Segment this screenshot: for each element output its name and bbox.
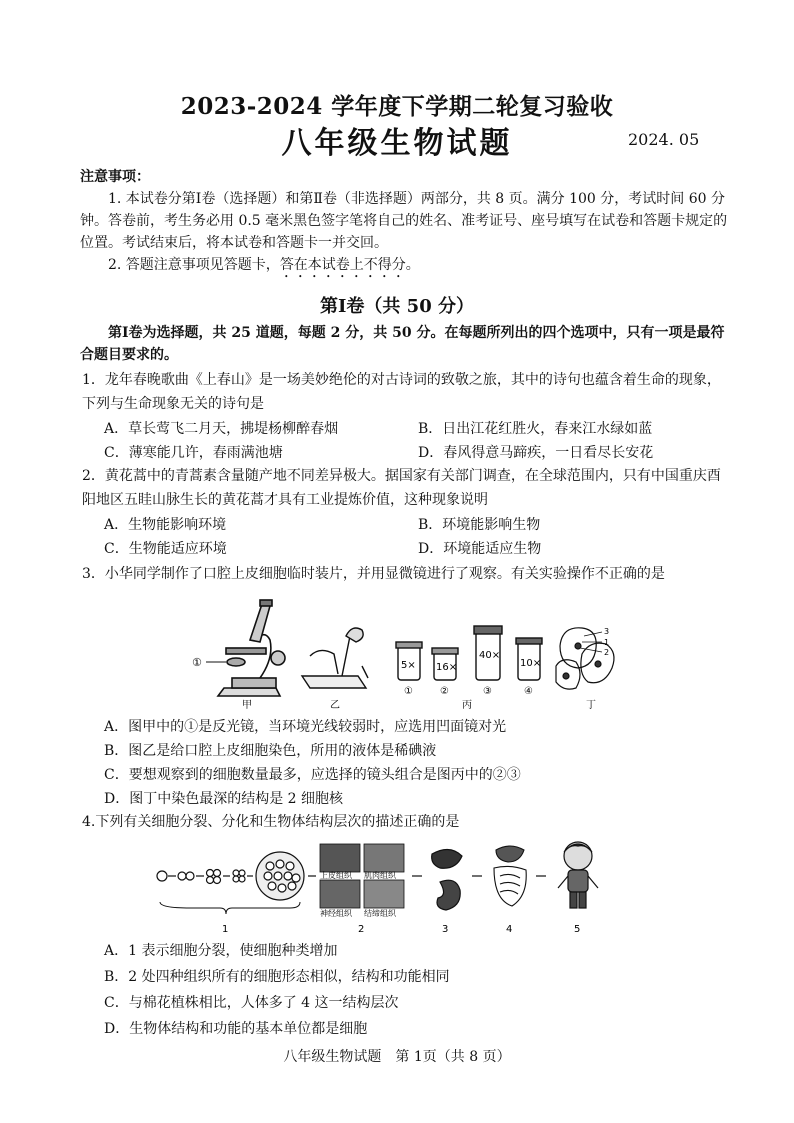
exam-title: 八年级生物试题 [281,126,513,161]
figure-label-ding: 丁 [586,700,596,711]
epithelial-tissue-image [320,844,360,872]
q1-option-a: A．草长莺飞二月天，拂堤杨柳醉春烟 [104,421,339,437]
exam-date: 2024. 05 [628,130,700,149]
microscope-figure [190,596,620,712]
q4-option-b: B．2 处四种组织所有的细胞形态相似，结构和功能相同 [104,969,450,985]
section-intro: 第Ⅰ卷为选择题，共 25 道题，每题 2 分，共 50 分。在每题所列出的四个选项中，只有一项是最符合题目要求的。 [80,325,725,363]
microscope-illustration [218,600,285,696]
q3-option-b: B．图乙是给口腔上皮细胞染色，所用的液体是稀碘液 [104,743,437,759]
q3-option-d: D．图丁中染色最深的结构是 2 细胞核 [104,791,344,807]
tissue-label-muscle: 肌肉组织 [364,871,396,880]
q4-option-d: D．生物体结构和功能的基本单位都是细胞 [104,1021,368,1037]
lens-2-num: ② [440,686,449,697]
lens-3-num: ③ [483,686,492,697]
question-3-stem: 3．小华同学制作了口腔上皮细胞临时装片，并用显微镜进行了观察。有关实验操作不正确的是 [82,566,665,582]
section-title: 第Ⅰ卷（共 50 分） [319,296,474,317]
lens-1-num: ① [404,686,413,697]
question-2-stem: 2．黄花蒿中的青蒿素含量随产地不同差异极大。据国家有关部门调查，在全球范围内，只有中国重庆酉阳地区五眭山脉生长的黄花蒿才具有工业提炼价值，这种现象说明 [82,468,721,508]
lens-3-mag: 40× [479,650,501,661]
notice-heading: 注意事项： [80,169,150,185]
staining-illustration [302,628,368,688]
lens-4-num: ④ [524,686,533,697]
question-4-stem: 4.下列有关细胞分裂、分化和生物体结构层次的描述正确的是 [82,814,460,830]
q4-option-c: C．与棉花植株相比，人体多了 4 这一结构层次 [104,995,399,1011]
q2-option-d: D．环境能适应生物 [418,541,542,557]
cell-division-sequence [157,852,304,900]
notice-item-2-prefix: 2. 答题注意事项见答题卡， [108,257,280,273]
q3-option-a: A．图甲中的①是反光镜，当环境光线较弱时，应选用凹面镜对光 [104,719,507,735]
lens-2-mag: 16× [436,662,458,673]
microscope-label-1: ① [192,656,202,669]
step-label-5: 5 [574,924,581,935]
figure-label-yi: 乙 [330,700,340,711]
q4-option-a: A．1 表示细胞分裂，使细胞种类增加 [104,943,338,959]
structure-levels-figure [150,836,650,936]
q3-option-c: C．要想观察到的细胞数量最多，应选择的镜头组合是图丙中的②③ [104,767,521,783]
step-label-3: 3 [442,924,449,935]
tissue-label-nerve: 神经组织 [320,909,352,918]
cell-label-3: 3 [604,627,610,636]
step-label-2: 2 [358,924,365,935]
notice-item-2 [80,254,730,281]
step-label-1: 1 [222,924,229,935]
tissue-label-epithelial: 上皮组织 [320,871,352,880]
q1-option-d: D．春风得意马蹄疾，一日看尽长安花 [418,445,654,461]
figure-label-bing: 丙 [462,700,472,711]
q1-option-c: C．薄寒能几许，春雨满池塘 [104,445,283,461]
figure-label-jia: 甲 [242,700,252,711]
lens-4-mag: 10× [520,658,542,669]
q1-option-b: B．日出江花红胜火，春来江水绿如蓝 [418,421,653,437]
cell-label-2: 2 [604,648,610,657]
human-child-illustration [558,842,598,908]
exam-title-line1: 2023-2024 学年度下学期二轮复习验收 [180,93,614,120]
q2-option-b: B．环境能影响生物 [418,517,541,533]
lens-1-mag: 5× [401,660,416,671]
connective-tissue-image [364,880,404,908]
notice-item-2-emphasis: 答在本试卷上不得分。 [279,257,420,273]
question-1-stem: 1．龙年春晚歌曲《上春山》是一场美妙绝伦的对古诗词的致敬之旅，其中的诗句也蕴含着生命的现象，下列与生命现象无关的诗句是 [82,372,721,412]
notice-item-1: 1. 本试卷分第Ⅰ卷（选择题）和第Ⅱ卷（非选择题）两部分，共 8 页。满分 100 分，考试时间 60 分钟。答卷前，考生务必用 0.5 毫米黑色签字笔将自己的姓名、准考证号、座号填写在试卷和答题卡规定的位置。考试结束后，将本试卷和答题卡一并交回。 [80,191,728,251]
organ-illustration [432,849,462,910]
q2-option-a: A．生物能影响环境 [104,517,227,533]
cell-label-1: 1 [604,638,610,647]
q2-option-c: C．生物能适应环境 [104,541,227,557]
step-label-4: 4 [506,924,513,935]
muscle-tissue-image [364,844,404,872]
page-footer: 八年级生物试题 第 1页（共 8 页） [283,1049,511,1065]
system-illustration [494,846,526,906]
lens-set [396,626,542,680]
nerve-tissue-image [320,880,360,908]
tissue-label-connective: 结缔组织 [364,909,396,918]
